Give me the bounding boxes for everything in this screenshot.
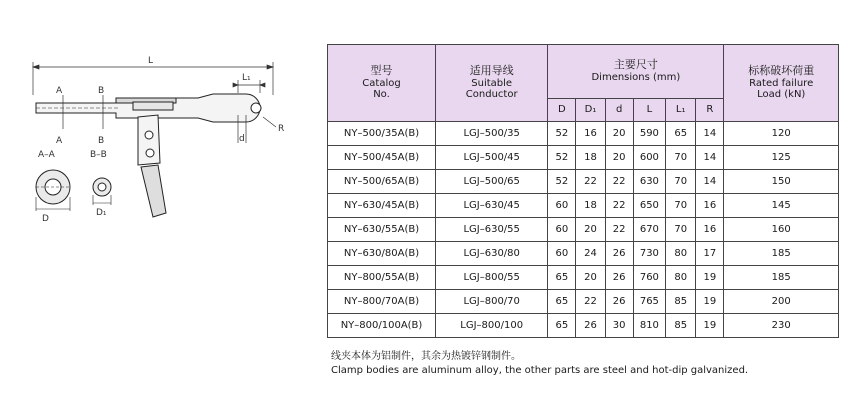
table-cell: 120 [724,122,839,146]
table-cell: 20 [605,146,633,170]
table-cell: 65 [548,290,576,314]
table-cell: 65 [666,122,696,146]
clamp-technical-drawing [8,45,318,245]
table-cell: LGJ–630/45 [436,194,548,218]
table-cell: 765 [633,290,665,314]
table-cell: 52 [548,170,576,194]
table-cell: 65 [548,314,576,338]
jumper-tube [138,115,166,217]
table-cell: 80 [666,266,696,290]
table-cell: 70 [666,170,696,194]
table-cell: 26 [605,242,633,266]
table-cell: NY–630/45A(B) [328,194,436,218]
table-cell: 18 [576,146,605,170]
label-L: L [148,56,154,66]
table-cell: NY–800/55A(B) [328,266,436,290]
table-cell: 22 [605,194,633,218]
table-cell: 185 [724,242,839,266]
table-cell: 19 [696,266,724,290]
table-cell: LGJ–500/35 [436,122,548,146]
table-cell: 52 [548,122,576,146]
table-cell: NY–500/65A(B) [328,170,436,194]
table-cell: 19 [696,290,724,314]
label-A-bottom: A [56,136,63,146]
table-cell: 17 [696,242,724,266]
table-cell: 16 [696,218,724,242]
table-cell: 22 [605,170,633,194]
radius-leader [263,117,276,127]
table-cell: 26 [576,314,605,338]
dimension-L [33,62,273,95]
label-view-BB: B–B [90,150,107,160]
table-row [328,290,839,314]
table-cell: 22 [576,290,605,314]
label-B-top: B [98,86,105,96]
table-cell: LGJ–630/80 [436,242,548,266]
table-cell: 60 [548,242,576,266]
table-cell: LGJ–500/45 [436,146,548,170]
subheader-L: L [633,99,665,122]
table-cell: 600 [633,146,665,170]
table-cell: NY–800/100A(B) [328,314,436,338]
table-row [328,194,839,218]
table-cell: NY–630/55A(B) [328,218,436,242]
table-cell: LGJ–800/55 [436,266,548,290]
table-cell: 16 [696,194,724,218]
label-D1: D₁ [96,208,107,218]
table-cell: NY–500/45A(B) [328,146,436,170]
table-cell: 150 [724,170,839,194]
table-row [328,242,839,266]
table-cell: 185 [724,266,839,290]
section-view-BB [93,178,111,205]
table-cell: 80 [666,242,696,266]
table-cell: 14 [696,146,724,170]
table-cell: LGJ–500/65 [436,170,548,194]
table-cell: 16 [576,122,605,146]
table-cell: LGJ–800/70 [436,290,548,314]
table-cell: 650 [633,194,665,218]
table-cell: 125 [724,146,839,170]
table-row [328,122,839,146]
label-A-top: A [56,86,63,96]
table-cell: 200 [724,290,839,314]
table-cell: 160 [724,218,839,242]
subheader-L1: L₁ [666,99,696,122]
table-cell: 26 [605,266,633,290]
table-cell: 760 [633,266,665,290]
subheader-R: R [696,99,724,122]
header-load: 标称破坏荷重 Rated failure Load (kN) [724,45,839,122]
label-view-AA: A–A [38,150,55,160]
table-cell: LGJ–630/55 [436,218,548,242]
table-cell: 630 [633,170,665,194]
section-view-AA [36,170,70,211]
table-cell: 52 [548,146,576,170]
table-cell: 20 [576,218,605,242]
table-cell: 590 [633,122,665,146]
table-cell: 14 [696,170,724,194]
table-cell: 810 [633,314,665,338]
table-cell: 20 [576,266,605,290]
table-cell: 22 [576,170,605,194]
table-cell: NY–800/70A(B) [328,290,436,314]
table-cell: 85 [666,314,696,338]
note-english: Clamp bodies are aluminum alloy, the other parts are steel and hot-dip galvanized. [331,365,749,376]
header-conductor: 适用导线 Suitable Conductor [436,45,548,122]
table-cell: 60 [548,194,576,218]
subheader-D: D [548,99,576,122]
label-B-bottom: B [98,136,105,146]
table-cell: 70 [666,194,696,218]
header-catalog: 型号 Catalog No. [328,45,436,122]
table-cell: 70 [666,146,696,170]
table-row [328,146,839,170]
table-row [328,266,839,290]
table-row [328,314,839,338]
label-L1: L₁ [242,73,251,83]
table-cell: 145 [724,194,839,218]
subheader-D1: D₁ [576,99,605,122]
table-cell: 65 [548,266,576,290]
label-R: R [278,124,285,134]
label-D: D [42,214,49,224]
table-cell: 22 [605,218,633,242]
table-cell: LGJ–800/100 [436,314,548,338]
note-chinese: 线夹本体为铝制件，其余为热镀锌钢制件。 [331,351,521,362]
table-cell: 26 [605,290,633,314]
table-cell: 24 [576,242,605,266]
table-cell: 14 [696,122,724,146]
label-d: d [239,134,245,144]
table-cell: 20 [605,122,633,146]
spec-table [327,44,839,338]
subheader-d: d [605,99,633,122]
table-cell: 85 [666,290,696,314]
table-cell: 30 [605,314,633,338]
header-dimensions: 主要尺寸 Dimensions (mm) [548,45,724,99]
table-cell: 18 [576,194,605,218]
table-row [328,170,839,194]
table-cell: 70 [666,218,696,242]
table-cell: 670 [633,218,665,242]
table-cell: 60 [548,218,576,242]
table-cell: NY–630/80A(B) [328,242,436,266]
table-cell: NY–500/35A(B) [328,122,436,146]
table-row [328,218,839,242]
table-cell: 19 [696,314,724,338]
table-cell: 730 [633,242,665,266]
table-cell: 230 [724,314,839,338]
